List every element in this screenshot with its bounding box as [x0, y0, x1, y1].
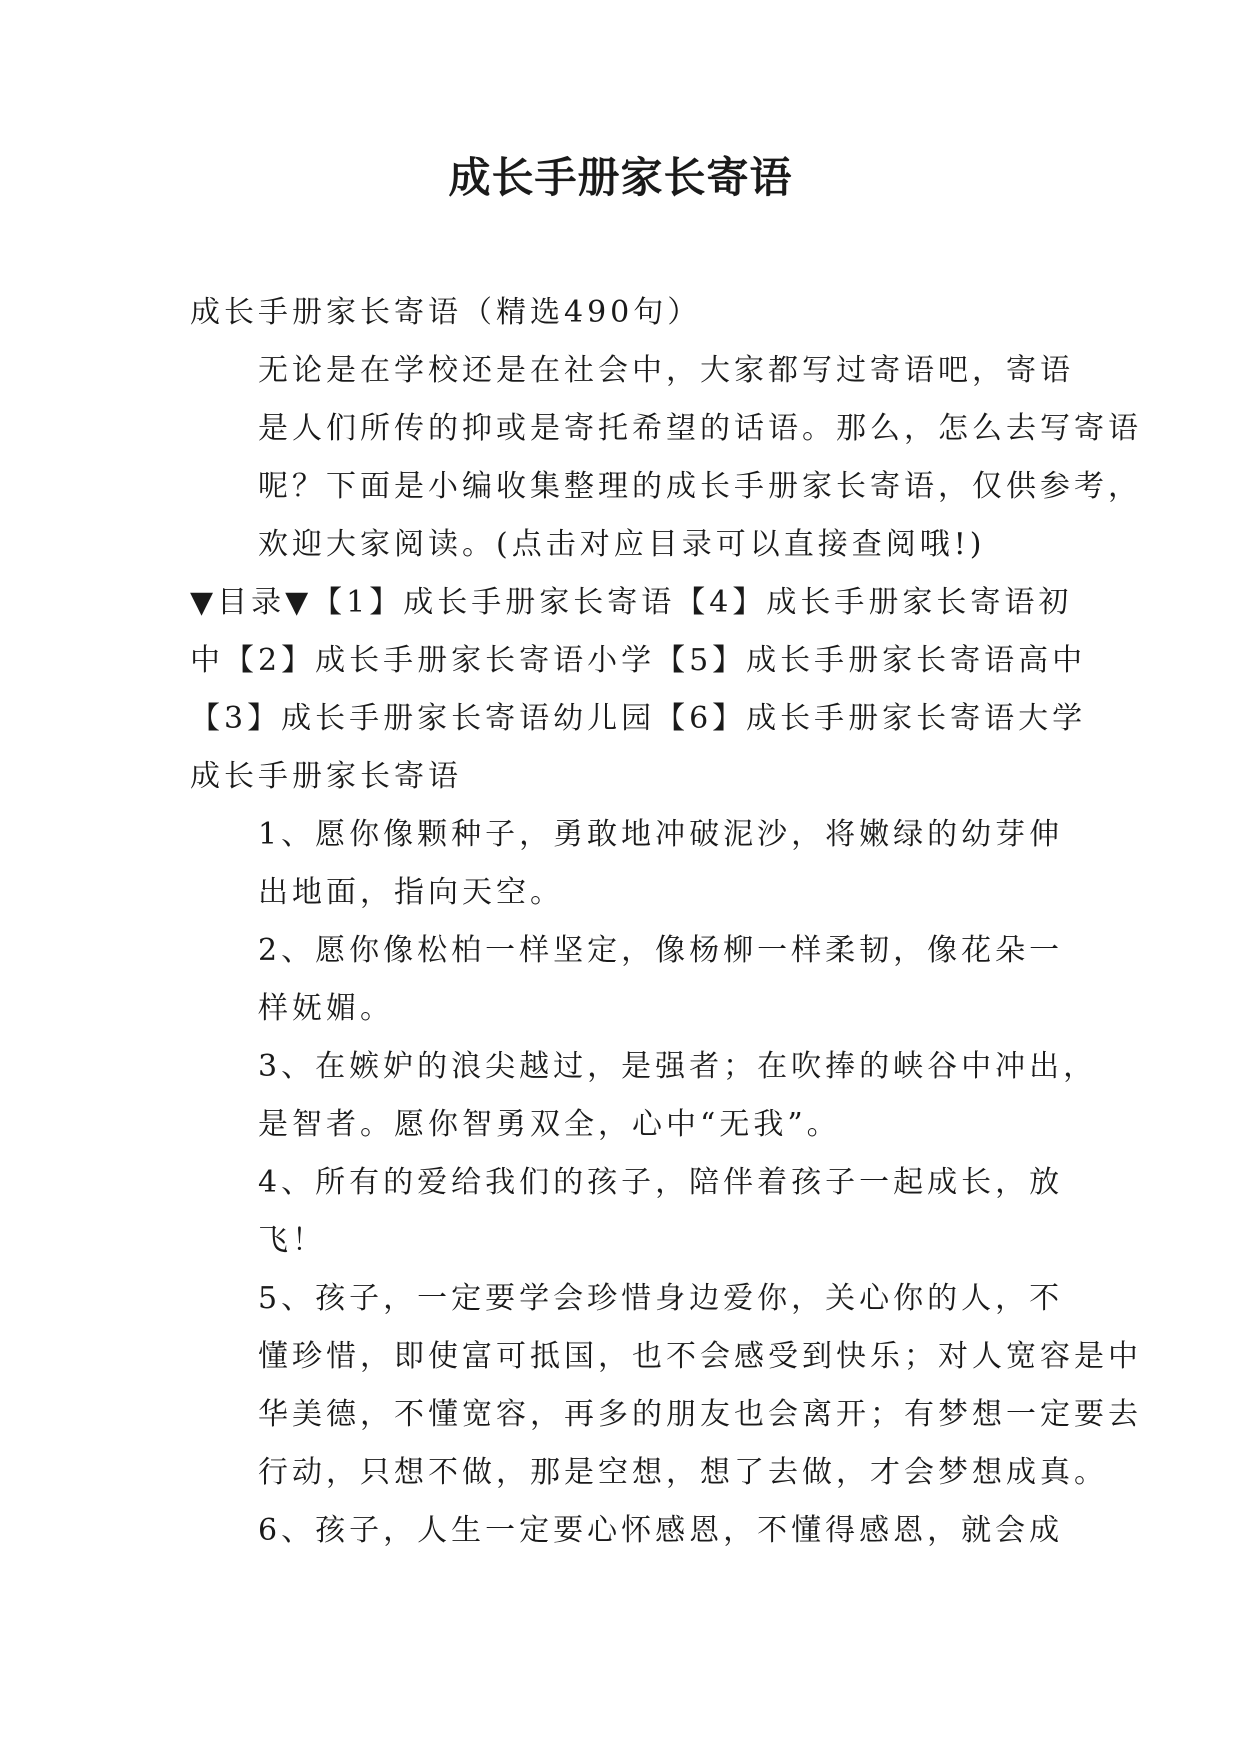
item-line: 3、在嫉妒的浪尖越过，是强者；在吹捧的峡谷中冲出， [258, 1049, 1098, 1084]
item-line: 4、所有的爱给我们的孩子，陪伴着孩子一起成长，放 [258, 1165, 1064, 1200]
intro-paragraph [190, 342, 1142, 574]
document-title: 成长手册家长寄语 [448, 153, 793, 202]
toc-line[interactable]: 中【2】成长手册家长寄语小学【5】成长手册家长寄语高中 [190, 643, 1087, 678]
list-item [190, 1270, 1142, 1502]
item-line: 样妩媚。 [258, 991, 394, 1026]
subtitle: 成长手册家长寄语（精选490句） [190, 295, 702, 330]
item-line: 是智者。愿你智勇双全，心中“无我”。 [258, 1107, 841, 1142]
list-item [190, 1038, 1098, 1154]
item-line: 飞！ [258, 1223, 326, 1258]
intro-line: 无论是在学校还是在社会中，大家都写过寄语吧，寄语 [258, 353, 1074, 388]
item-line: 1、愿你像颗种子，勇敢地冲破泥沙，将嫩绿的幼芽伸 [258, 817, 1064, 852]
intro-line: 呢？下面是小编收集整理的成长手册家长寄语，仅供参考， [258, 469, 1142, 504]
item-line: 2、愿你像松柏一样坚定，像杨柳一样柔韧，像花朵一 [258, 933, 1064, 968]
section-heading: 成长手册家长寄语 [190, 759, 462, 794]
item-line: 行动，只想不做，那是空想，想了去做，才会梦想成真。 [258, 1455, 1108, 1490]
table-of-contents[interactable] [190, 574, 1087, 748]
list-item [190, 1502, 1064, 1560]
item-line: 华美德，不懂宽容，再多的朋友也会离开；有梦想一定要去 [258, 1397, 1142, 1432]
list-item [190, 922, 1064, 1038]
intro-line: 欢迎大家阅读。(点击对应目录可以直接查阅哦!) [258, 527, 986, 562]
item-line: 5、孩子，一定要学会珍惜身边爱你，关心你的人，不 [258, 1281, 1064, 1316]
toc-line[interactable]: 【3】成长手册家长寄语幼儿园【6】成长手册家长寄语大学 [190, 701, 1087, 736]
item-line: 懂珍惜，即使富可抵国，也不会感受到快乐；对人宽容是中 [258, 1339, 1142, 1374]
list-item [190, 806, 1064, 922]
list-item [190, 1154, 1064, 1270]
item-line: 出地面，指向天空。 [258, 875, 564, 910]
document-body [190, 284, 1142, 1560]
toc-line[interactable]: ▼目录▼【1】成长手册家长寄语【4】成长手册家长寄语初 [190, 585, 1073, 620]
item-line: 6、孩子，人生一定要心怀感恩，不懂得感恩，就会成 [258, 1513, 1064, 1548]
intro-line: 是人们所传的抑或是寄托希望的话语。那么，怎么去写寄语 [258, 411, 1142, 446]
